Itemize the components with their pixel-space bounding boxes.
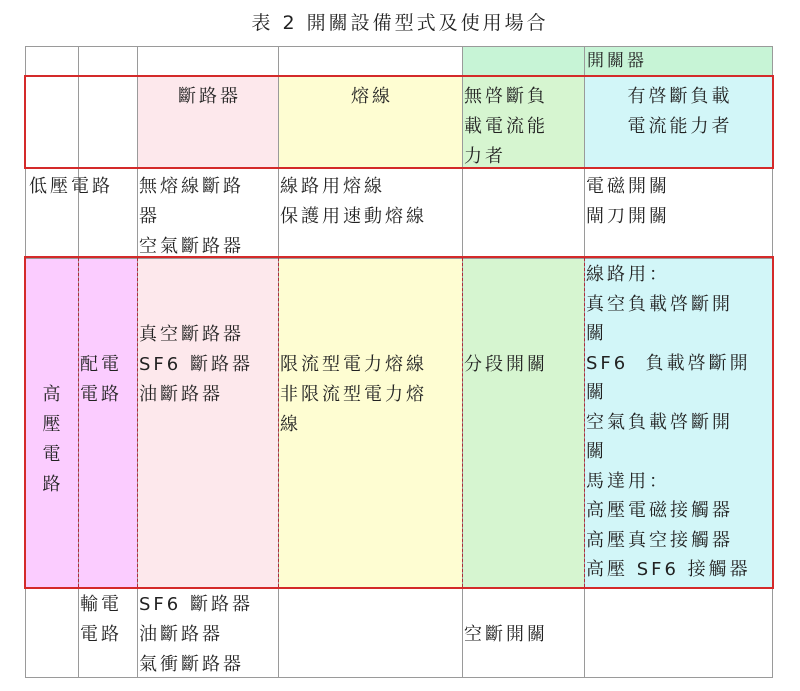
low-voltage-fuse-cell: 線路用熔線 保護用速動熔線: [280, 176, 427, 227]
distribution-fuse-cell: 限流型電力熔線 非限流型電力熔 線: [280, 354, 427, 435]
no-load-header: 無啓斷負 載電流能 力者: [464, 86, 548, 167]
low-voltage-label: 低壓電路: [29, 176, 113, 197]
transmission-breaker-cell: SF6 斷路器 油斷路器 氣衝斷路器: [139, 594, 253, 675]
breaker-header: 斷路器: [178, 86, 241, 107]
switch-group-header: 開關器: [587, 51, 647, 71]
distribution-load-cell: 線路用： 真空負載啓斷開 關 SF6 負載啓斷開 關 空氣負載啓斷開 關 馬達用： 高壓電磁接觸器 高壓真空接觸器 高壓 SF6 接觸器: [586, 264, 751, 580]
distribution-breaker-cell: 真空斷路器 SF6 斷路器 油斷路器: [139, 324, 253, 405]
fuse-header: 熔線: [351, 86, 393, 107]
low-voltage-breaker-cell: 無熔線斷路 器 空氣斷路器: [139, 176, 244, 257]
high-voltage-label: 高 壓 電 路: [42, 384, 61, 495]
transmission-no-load-cell: 空斷開關: [464, 624, 548, 645]
table-title: 表 2 開關設備型式及使用場合: [251, 12, 549, 34]
transmission-label: 輸電 電路: [80, 594, 122, 645]
low-voltage-load-cell: 電磁開關 閘刀開關: [586, 176, 670, 227]
distribution-no-load-cell: 分段開關: [464, 354, 548, 375]
distribution-label: 配電 電路: [80, 354, 122, 405]
load-header: 有啓斷負載 電流能力者: [627, 86, 733, 137]
